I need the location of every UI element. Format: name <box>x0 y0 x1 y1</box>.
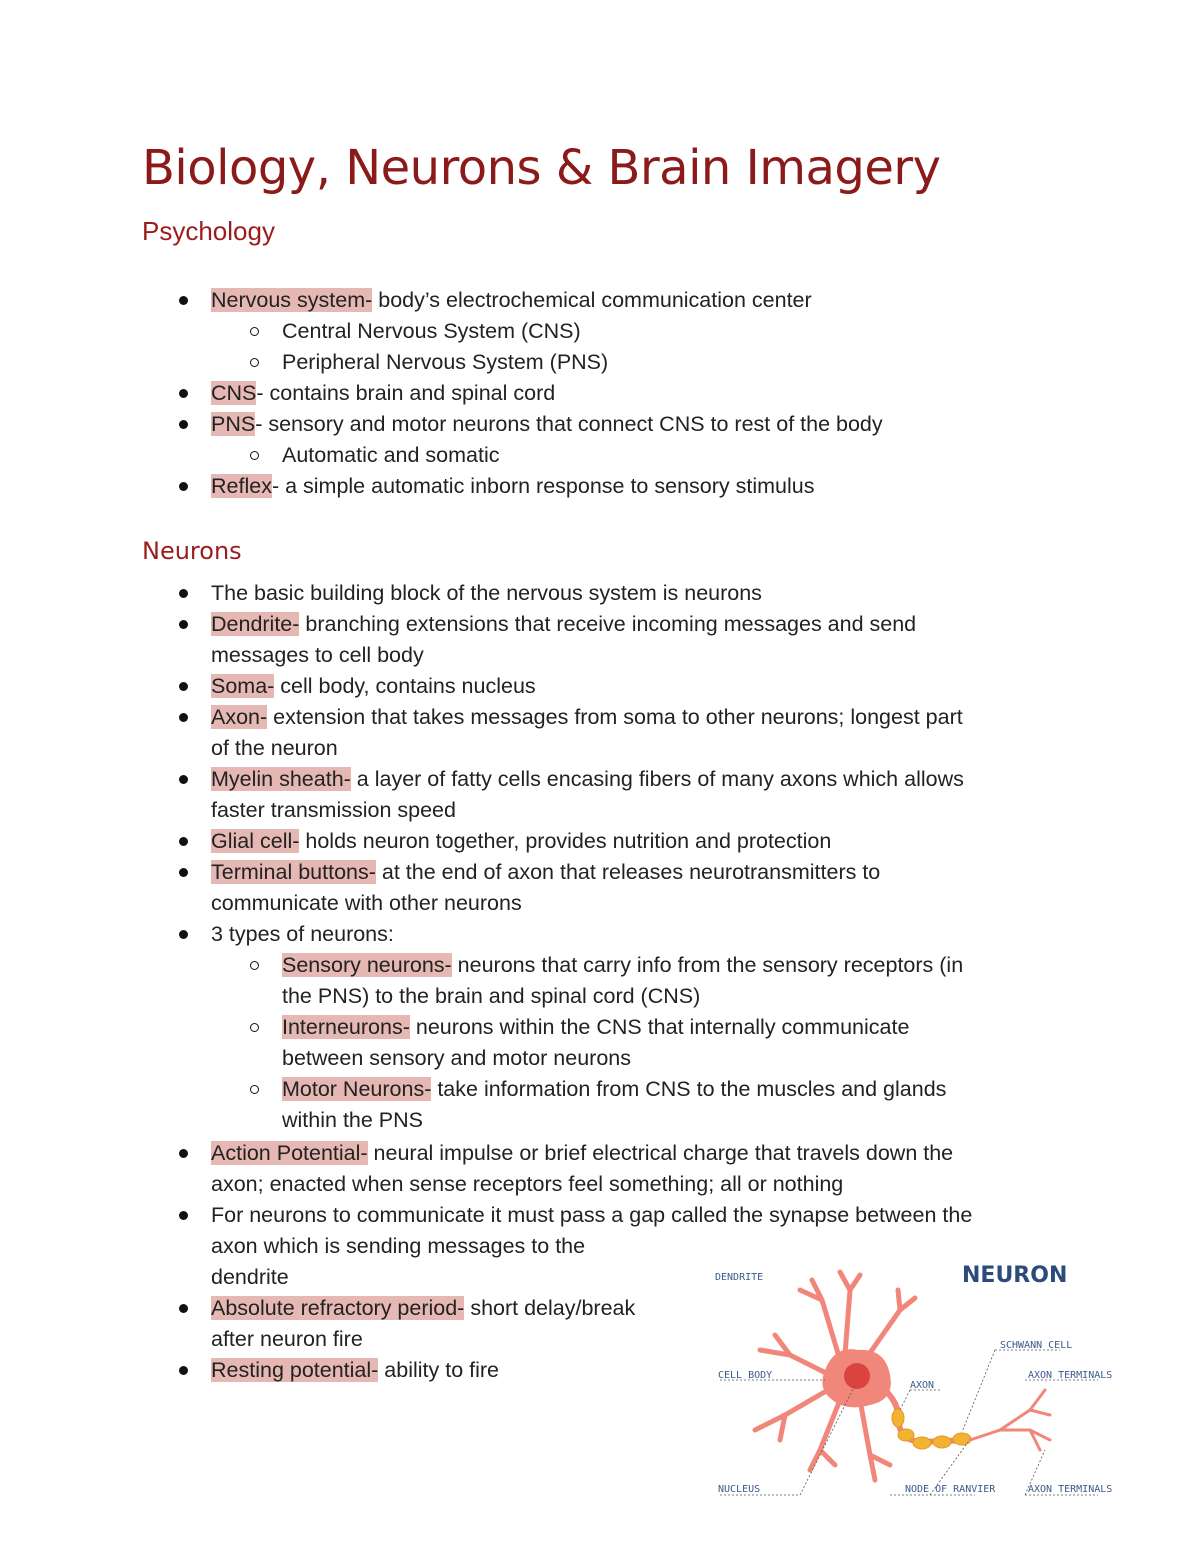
item-text: body’s electrochemical communication center <box>372 288 812 312</box>
diagram-title: NEURON <box>962 1263 1068 1288</box>
item-text: extension that takes messages from soma to other neurons; longest part <box>267 705 963 729</box>
list-item <box>211 702 963 733</box>
item-text: For neurons to communicate it must pass a gap called the synapse between the <box>211 1203 973 1227</box>
list-item-continuation: axon; enacted when sense receptors feel something; all or nothing <box>211 1172 844 1196</box>
label-axon: AXON <box>910 1380 935 1391</box>
bullet-icon <box>179 420 188 429</box>
list-item <box>211 609 916 640</box>
item-text: neurons that carry info from the sensory receptors (in <box>451 953 964 977</box>
highlighted-term: Motor Neurons- <box>282 1077 432 1101</box>
list-item-continuation: dendrite <box>211 1265 289 1289</box>
bullet-icon <box>179 1366 188 1375</box>
item-text: Central Nervous System (CNS) <box>282 319 581 343</box>
label-node-of-ranvier: NODE OF RANVIER <box>905 1484 996 1495</box>
sub-list-item <box>282 316 581 347</box>
bullet-icon <box>179 868 188 877</box>
list-item <box>211 919 394 950</box>
item-text: neural impulse or brief electrical charge that travels down the <box>367 1141 954 1165</box>
item-text: Peripheral Nervous System (PNS) <box>282 350 609 374</box>
bullet-icon <box>179 682 188 691</box>
label-dendrite: DENDRITE <box>715 1272 764 1283</box>
list-item-continuation: communicate with other neurons <box>211 891 522 915</box>
sub-list-item-continuation: the PNS) to the brain and spinal cord (CNS) <box>282 984 701 1008</box>
sub-list-item-continuation: within the PNS <box>282 1108 424 1132</box>
bullet-icon <box>179 482 188 491</box>
sub-bullet-icon <box>250 358 259 367</box>
bullet-icon <box>179 620 188 629</box>
bullet-icon <box>179 713 188 722</box>
bullet-icon <box>179 389 188 398</box>
list-item <box>211 578 762 609</box>
highlighted-term: Myelin sheath- <box>211 767 351 791</box>
list-item-continuation: after neuron fire <box>211 1327 363 1351</box>
item-text: branching extensions that receive incoming messages and send <box>299 612 917 636</box>
list-item <box>211 1138 953 1169</box>
list-item <box>211 671 536 702</box>
label-schwann-cell: SCHWANN CELL <box>1000 1340 1073 1351</box>
axon-terminals <box>970 1390 1050 1450</box>
highlighted-term: Interneurons- <box>282 1015 410 1039</box>
nucleus-shape <box>844 1363 870 1389</box>
sub-list-item-continuation: between sensory and motor neurons <box>282 1046 631 1070</box>
page-title: Biology, Neurons & Brain Imagery <box>142 140 941 196</box>
item-text: The basic building block of the nervous system is neurons <box>211 581 762 605</box>
list-item <box>211 409 883 440</box>
list-item <box>211 764 964 795</box>
label-axon-terminals-top: AXON TERMINALS <box>1028 1370 1113 1381</box>
item-text: cell body, contains nucleus <box>274 674 536 698</box>
myelin-sheath <box>892 1409 971 1449</box>
item-text: - sensory and motor neurons that connect CNS to rest of the body <box>255 412 883 436</box>
highlighted-term: Terminal buttons- <box>211 860 376 884</box>
label-nucleus: NUCLEUS <box>718 1484 761 1495</box>
label-cell-body: CELL BODY <box>718 1370 773 1381</box>
list-item-continuation: of the neuron <box>211 736 338 760</box>
highlighted-term: Resting potential- <box>211 1358 379 1382</box>
list-item-continuation: faster transmission speed <box>211 798 456 822</box>
highlighted-term: Reflex <box>211 474 272 498</box>
item-text: holds neuron together, provides nutrition and protection <box>299 829 832 853</box>
highlighted-term: Absolute refractory period- <box>211 1296 465 1320</box>
neuron-diagram <box>700 1250 1120 1515</box>
bullet-icon <box>179 1304 188 1313</box>
item-text: - contains brain and spinal cord <box>256 381 556 405</box>
list-item <box>211 857 880 888</box>
bullet-icon <box>179 1149 188 1158</box>
label-axon-terminals-bottom: AXON TERMINALS <box>1028 1484 1113 1495</box>
highlighted-term: CNS <box>211 381 257 405</box>
bullet-icon <box>179 1211 188 1220</box>
item-text: take information from CNS to the muscles and glands <box>431 1077 947 1101</box>
sub-list-item <box>282 440 500 471</box>
item-text: ability to fire <box>378 1358 500 1382</box>
item-text: a layer of fatty cells encasing fibers of many axons which allows <box>350 767 964 791</box>
item-text: - a simple automatic inborn response to sensory stimulus <box>271 474 815 498</box>
section-heading-neurons: Neurons <box>142 537 242 565</box>
item-text: Automatic and somatic <box>282 443 500 467</box>
item-text: short delay/break <box>464 1296 636 1320</box>
highlighted-term: Glial cell- <box>211 829 300 853</box>
item-text: 3 types of neurons: <box>211 922 394 946</box>
highlighted-term: Nervous system- <box>211 288 373 312</box>
highlighted-term: Sensory neurons- <box>282 953 452 977</box>
bullet-icon <box>179 775 188 784</box>
sub-bullet-icon <box>250 1085 259 1094</box>
list-item <box>211 1355 499 1386</box>
list-item <box>211 826 831 857</box>
highlighted-term: Axon- <box>211 705 268 729</box>
highlighted-term: Dendrite- <box>211 612 300 636</box>
highlighted-term: Action Potential- <box>211 1141 368 1165</box>
sub-list-item <box>282 347 608 378</box>
sub-bullet-icon <box>250 327 259 336</box>
bullet-icon <box>179 837 188 846</box>
highlighted-term: PNS <box>211 412 256 436</box>
list-item <box>211 285 812 316</box>
sub-list-item <box>282 1074 946 1105</box>
neuron-diagram-svg <box>700 1250 1120 1515</box>
list-item <box>211 1200 972 1231</box>
item-text: neurons within the CNS that internally communicate <box>409 1015 910 1039</box>
sub-list-item <box>282 1012 909 1043</box>
list-item <box>211 378 555 409</box>
bullet-icon <box>179 930 188 939</box>
sub-list-item <box>282 950 963 981</box>
list-item-continuation: messages to cell body <box>211 643 424 667</box>
highlighted-term: Soma- <box>211 674 275 698</box>
bullet-icon <box>179 589 188 598</box>
section-heading-psychology: Psychology <box>142 216 275 246</box>
sub-bullet-icon <box>250 961 259 970</box>
item-text: at the end of axon that releases neurotransmitters to <box>375 860 881 884</box>
list-item-continuation: axon which is sending messages to the <box>211 1234 586 1258</box>
sub-bullet-icon <box>250 1023 259 1032</box>
sub-bullet-icon <box>250 451 259 460</box>
bullet-icon <box>179 296 188 305</box>
list-item <box>211 471 814 502</box>
list-item <box>211 1293 635 1324</box>
